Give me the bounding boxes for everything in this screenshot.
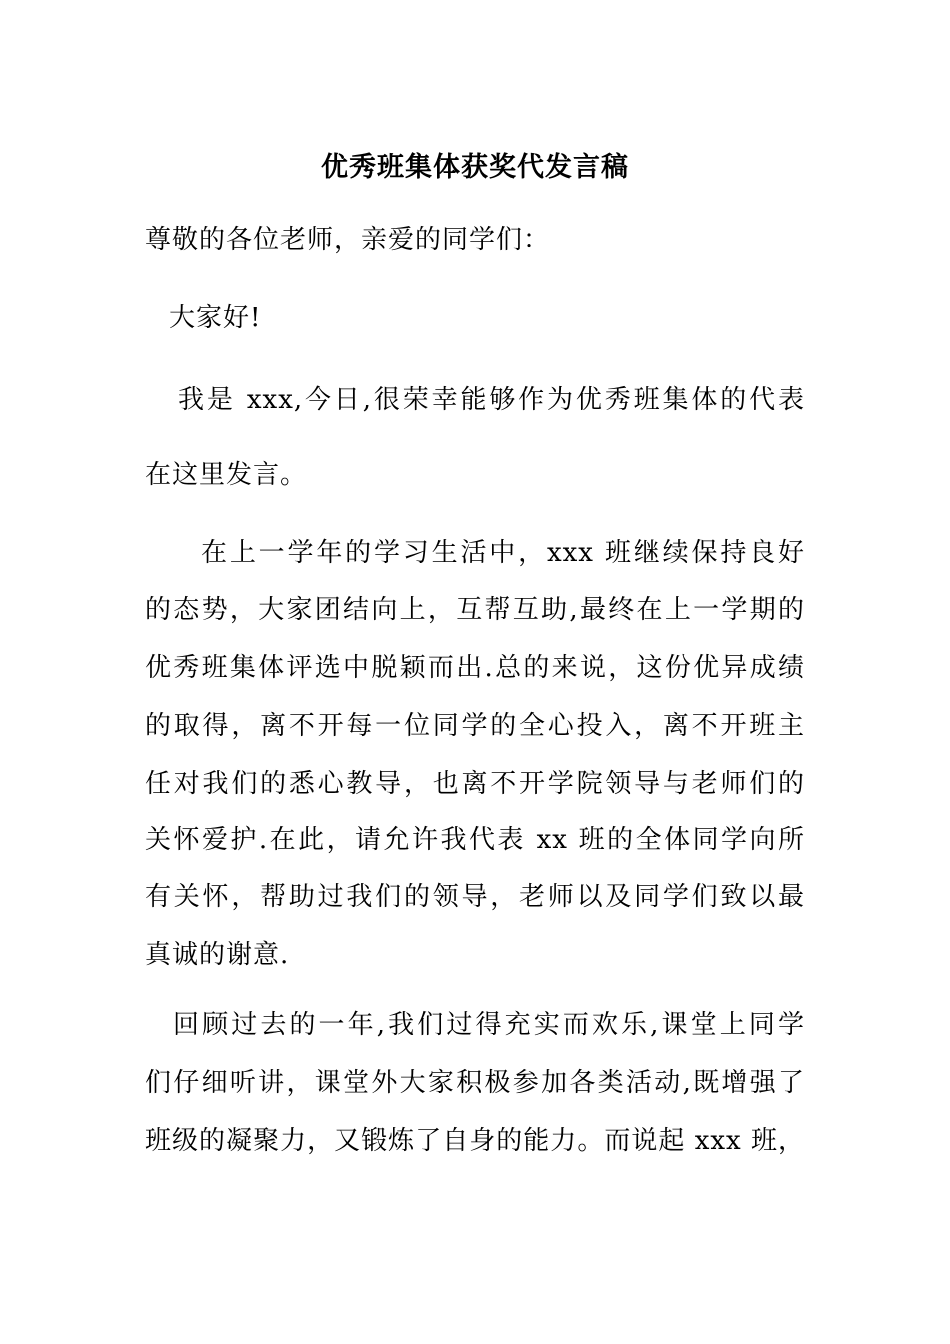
- paragraph-3-line-2: 们仔细听讲，课堂外大家积极参加各类活动,既增强了: [145, 1068, 805, 1098]
- paragraph-1-line-2: 在这里发言。: [145, 460, 308, 490]
- paragraph-2-line-6: 关怀爱护.在此，请允许我代表 xx 班的全体同学向所: [145, 825, 805, 855]
- salutation-line: 尊敬的各位老师，亲爱的同学们：: [145, 225, 551, 255]
- paragraph-2-line-8: 真诚的谢意.: [145, 940, 290, 970]
- paragraph-1-line-1: 我是 xxx,今日,很荣幸能够作为优秀班集体的代表: [178, 385, 805, 415]
- paragraph-2-line-2: 的态势，大家团结向上，互帮互助,最终在上一学期的: [145, 595, 805, 625]
- paragraph-2-line-7: 有关怀，帮助过我们的领导，老师以及同学们致以最: [145, 882, 805, 912]
- paragraph-3-line-1: 回顾过去的一年,我们过得充实而欢乐,课堂上同学: [173, 1010, 805, 1040]
- paragraph-2-line-5: 任对我们的悉心教导，也离不开学院领导与老师们的: [145, 769, 805, 799]
- paragraph-2-line-1: 在上一学年的学习生活中，xxx 班继续保持良好: [201, 538, 805, 568]
- paragraph-2-line-3: 优秀班集体评选中脱颖而出.总的来说，这份优异成绩: [145, 653, 805, 683]
- paragraph-2-line-4: 的取得，离不开每一位同学的全心投入，离不开班主: [145, 711, 805, 741]
- greeting-line: 大家好!: [169, 303, 262, 333]
- paragraph-3-line-3: 班级的凝聚力，又锻炼了自身的能力。而说起 xxx 班，: [145, 1126, 805, 1156]
- document-title: 优秀班集体获奖代发言稿: [321, 152, 629, 183]
